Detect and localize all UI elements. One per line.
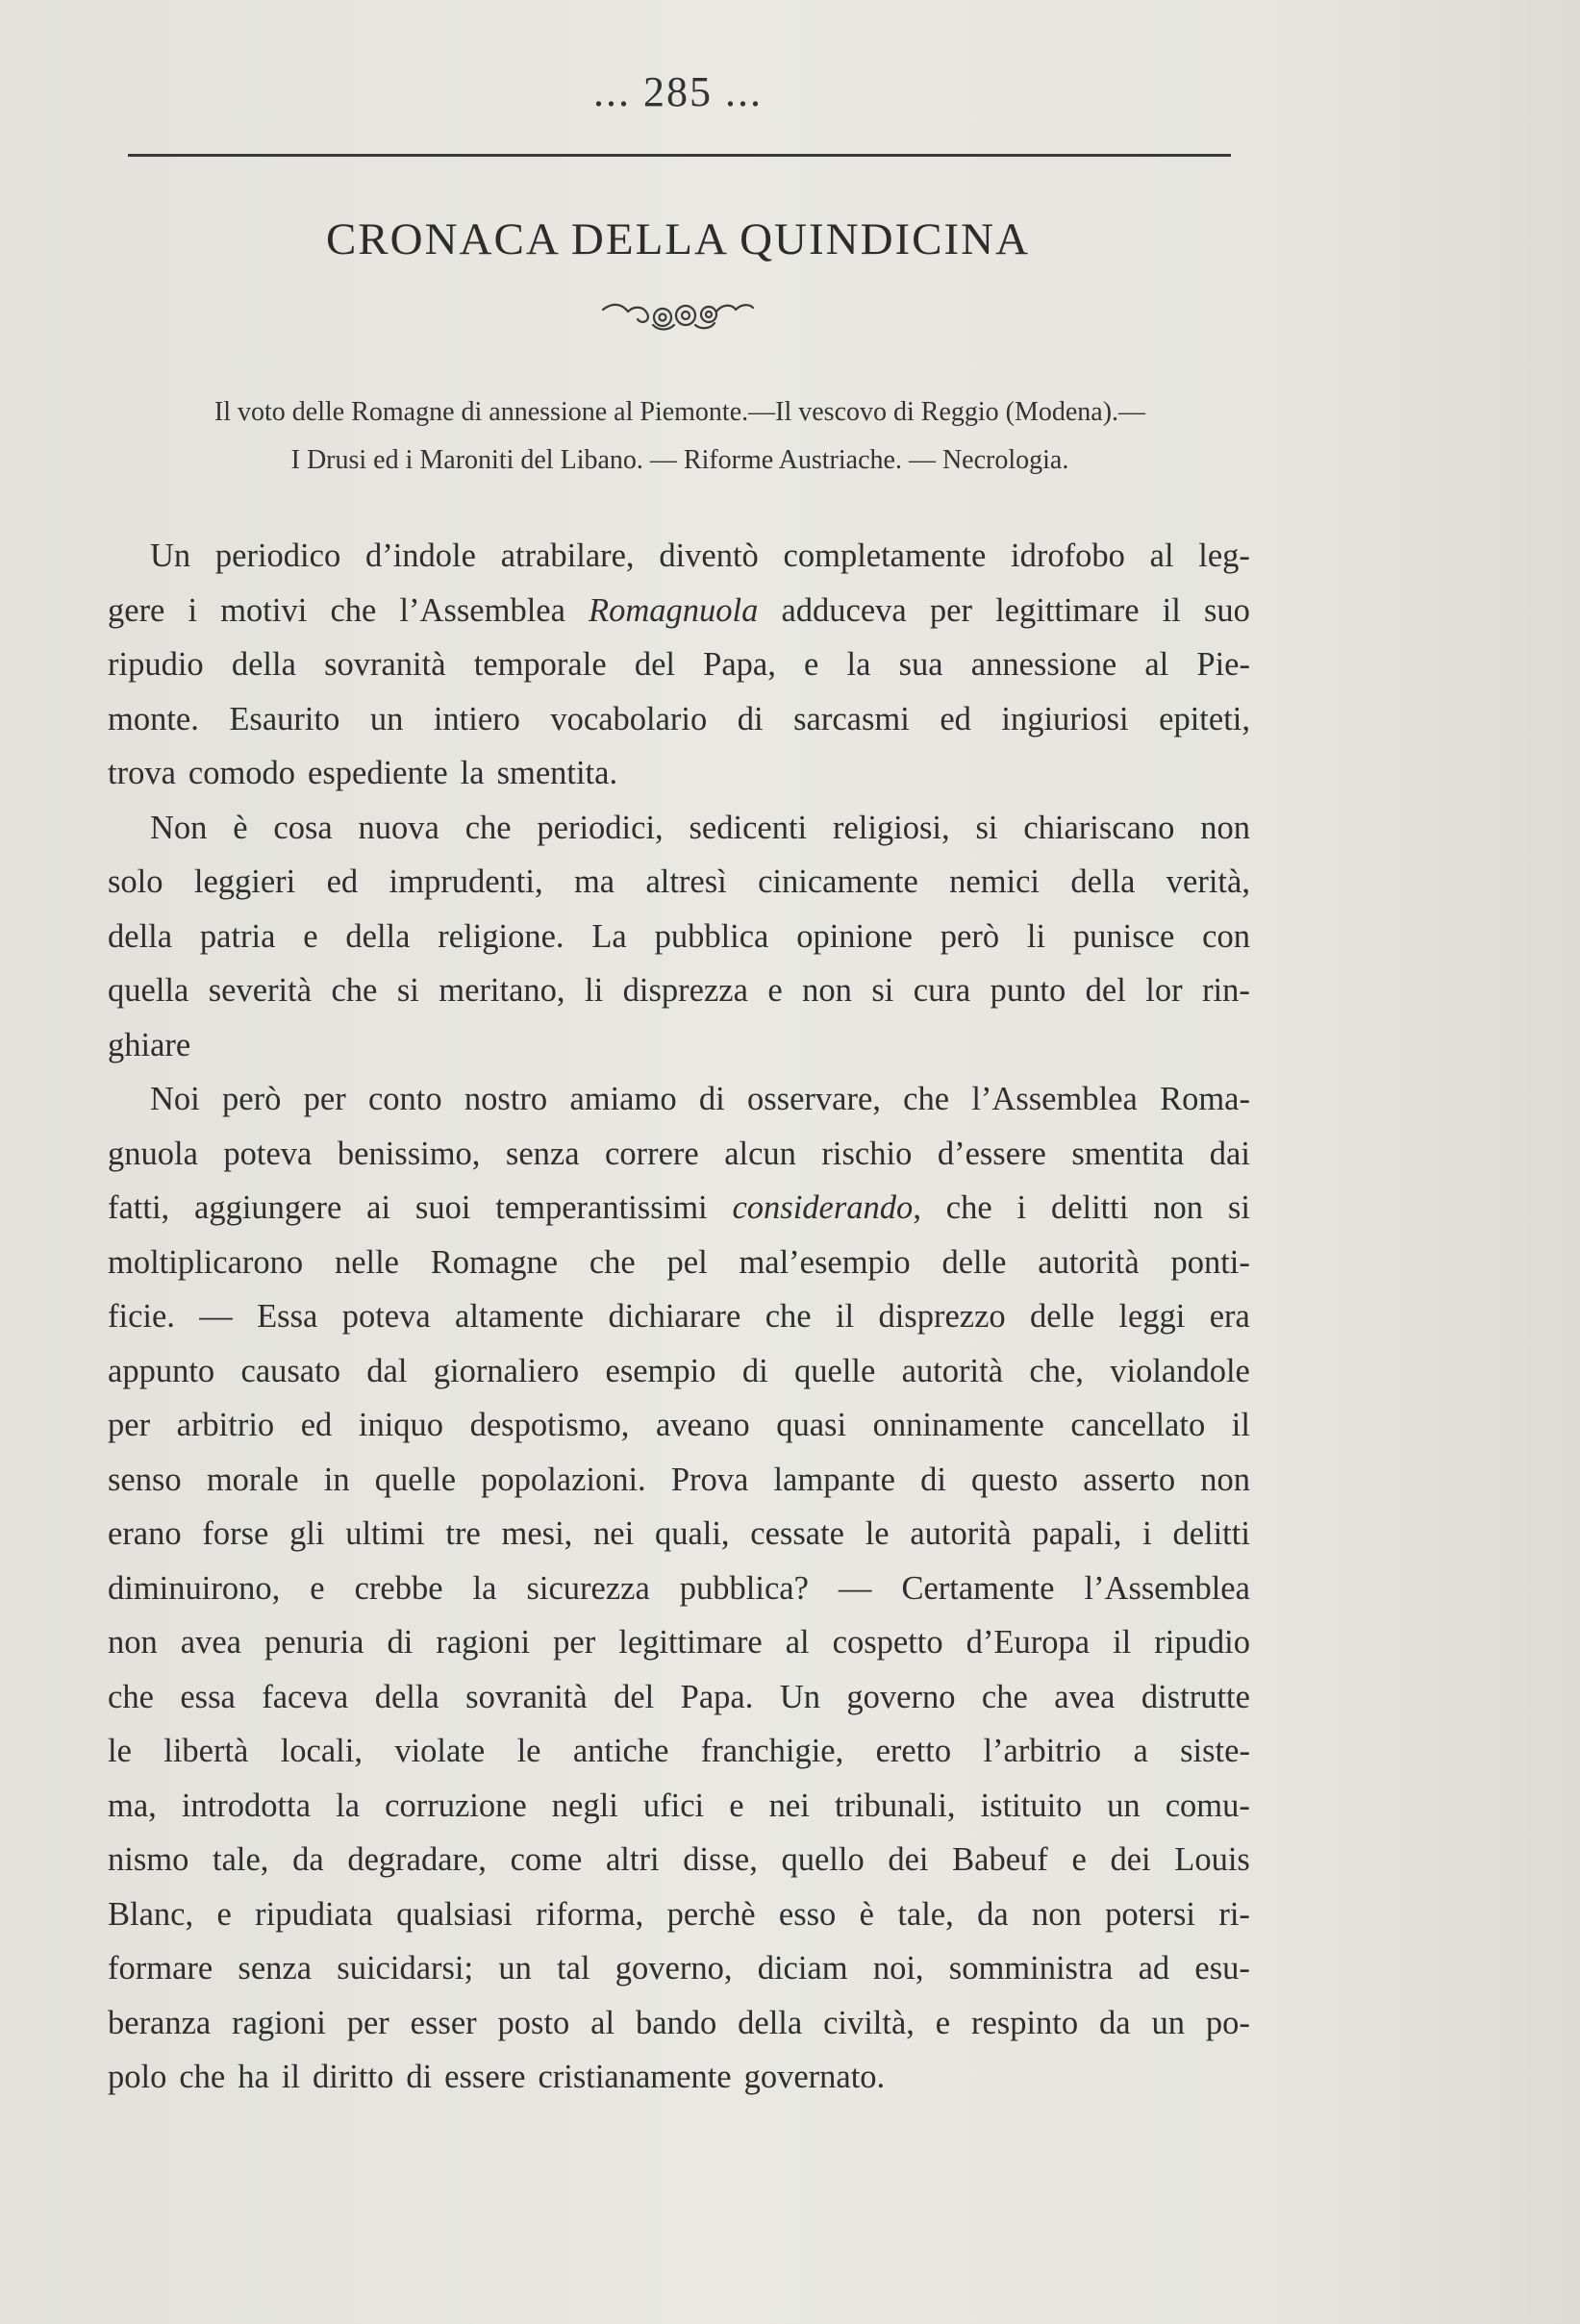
text-line: monte. Esaurito un intiero vocabolario di sarcasmi ed ingiuriosi epiteti, [108,700,1250,737]
text-line: trova comodo espediente la smentita. [108,755,618,791]
header-rule [128,154,1231,157]
summary-line: I Drusi ed i Maroniti del Libano. — Riforme Austriache. — Necrologia. [290,445,1069,475]
text-line: polo che ha il diritto di essere cristianamente governato. [108,2059,886,2095]
text-line: erano forse gli ultimi tre mesi, nei quali, cessate le autorità papali, i delitti [108,1515,1250,1552]
text-line: formare senza suicidarsi; un tal governo, diciam noi, somministra ad esu- [108,1950,1250,1987]
paragraph [108,529,1250,801]
text-line: fatti, aggiungere ai suoi temperantissimi considerando, che i delitti non si [108,1189,1250,1226]
text-line: Blanc, e ripudiata qualsiasi riforma, perchè esso è tale, da non potersi ri- [108,1895,1250,1933]
chapter-summary [108,388,1252,485]
text-line: le libertà locali, violate le antiche franchigie, eretto l’arbitrio a siste- [108,1733,1250,1769]
text-line: senso morale in quelle popolazioni. Prova lampante di questo asserto non [108,1461,1250,1498]
text-line: Non è cosa nuova che periodici, sedicenti religiosi, si chiariscano non [150,809,1250,846]
text-line: moltiplicarono nelle Romagne che pel mal’esempio delle autorità ponti- [108,1243,1250,1281]
page-number: ... 285 ... [593,68,763,115]
text-line: ficie. — Essa poteva altamente dichiarare che il disprezzo delle leggi era [108,1298,1250,1335]
text-line: nismo tale, da degradare, come altri disse, quello dei Babeuf e dei Louis [108,1841,1250,1878]
text-line: solo leggieri ed imprudenti, ma altresì cinicamente nemici della verità, [108,863,1250,900]
text-line: diminuirono, e crebbe la sicurezza pubblica? — Certamente l’Assemblea [108,1569,1250,1607]
text-line: Un periodico d’indole atrabilare, diventò completamente idrofobo al leg- [150,537,1250,574]
text-line: ripudio della sovranità temporale del Papa, e la sua annessione al Pie- [108,646,1250,683]
ornament-flourish-icon [599,296,757,335]
text-line: per arbitrio ed iniquo despotismo, aveano quasi onninamente cancellato il [108,1407,1250,1443]
text-line: Noi però per conto nostro amiamo di osservare, che l’Assemblea Roma- [150,1081,1250,1117]
text-line: ma, introdotta la corruzione negli ufici e nei tribunali, istituito un comu- [108,1787,1250,1824]
text-line: beranza ragioni per esser posto al bando della civiltà, e respinto da un po- [108,2004,1250,2041]
text-line: ghiare [108,1026,191,1063]
chronicle-title: CRONACA DELLA QUINDICINA [325,214,1031,264]
article-body [108,529,1250,2105]
text-line: non avea penuria di ragioni per legittimare al cospetto d’Europa il ripudio [108,1624,1250,1661]
paragraph [108,801,1250,1073]
text-line: che essa faceva della sovranità del Papa. Un governo che avea distrutte [108,1678,1250,1715]
paragraph [108,1072,1250,2105]
text-line: gnuola poteva benissimo, senza correre alcun rischio d’essere smentita dai [108,1135,1250,1172]
text-line: della patria e della religione. La pubblica opinione però li punisce con [108,917,1250,955]
summary-line: Il voto delle Romagne di annessione al Piemonte.—Il vescovo di Reggio (Modena).— [213,397,1146,427]
text-line: appunto causato dal giornaliero esempio di quelle autorità che, violandole [108,1352,1250,1389]
text-line: quella severità che si meritano, li disprezza e non si cura punto del lor rin- [108,972,1250,1009]
text-line: gere i motivi che l’Assemblea Romagnuola adduceva per legittimare il suo [108,591,1250,629]
